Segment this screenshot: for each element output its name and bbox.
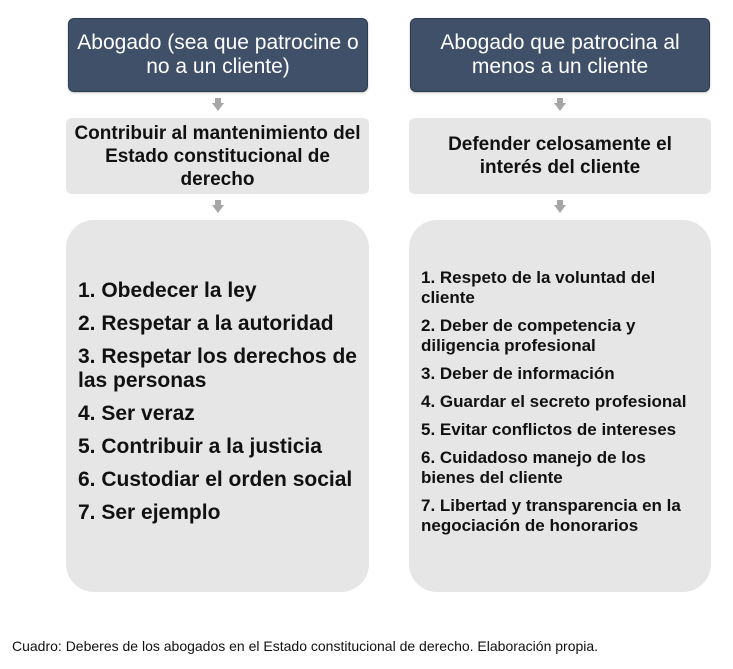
- left-duty-item: 4. Ser veraz: [78, 401, 195, 425]
- left-subheader: Contribuir al mantenimiento del Estado constitucional de derecho: [66, 118, 369, 194]
- left-duties-list: [78, 279, 359, 534]
- right-duty-item: 1. Respeto de la voluntad del cliente: [421, 268, 656, 307]
- right-duty-item: 6. Cuidadoso manejo de los bienes del cliente: [421, 448, 646, 487]
- left-duty-item: 2. Respetar a la autoridad: [78, 311, 334, 335]
- right-header: Abogado que patrocina al menos a un cliente: [410, 18, 710, 92]
- left-arrow-1: [212, 103, 224, 111]
- right-duties-box: [409, 220, 711, 592]
- right-arrow-2: [554, 205, 566, 213]
- left-arrow-2: [212, 205, 224, 213]
- right-duty-item: 7. Libertad y transparencia en la negociación de honorarios: [421, 496, 681, 535]
- left-duties-box: [66, 220, 369, 592]
- right-duties-list: [421, 268, 703, 544]
- right-duty-item: 5. Evitar conflictos de intereses: [421, 420, 677, 439]
- left-header: Abogado (sea que patrocine o no a un cliente): [68, 18, 368, 92]
- left-duty-item: 1. Obedecer la ley: [78, 278, 257, 302]
- right-duty-item: 4. Guardar el secreto profesional: [421, 392, 687, 411]
- right-subheader: Defender celosamente el interés del cliente: [409, 118, 711, 194]
- right-duty-item: 3. Deber de información: [421, 364, 615, 383]
- figure-caption: Cuadro: Deberes de los abogados en el Estado constitucional de derecho. Elaboración propia.: [12, 638, 599, 654]
- left-duty-item: 6. Custodiar el orden social: [78, 467, 353, 491]
- left-duty-item: 3. Respetar los derechos de las personas: [78, 344, 357, 392]
- left-duty-item: 5. Contribuir a la justicia: [78, 434, 322, 458]
- right-duty-item: 2. Deber de competencia y diligencia profesional: [421, 316, 636, 355]
- left-duty-item: 7. Ser ejemplo: [78, 500, 221, 524]
- right-arrow-1: [554, 103, 566, 111]
